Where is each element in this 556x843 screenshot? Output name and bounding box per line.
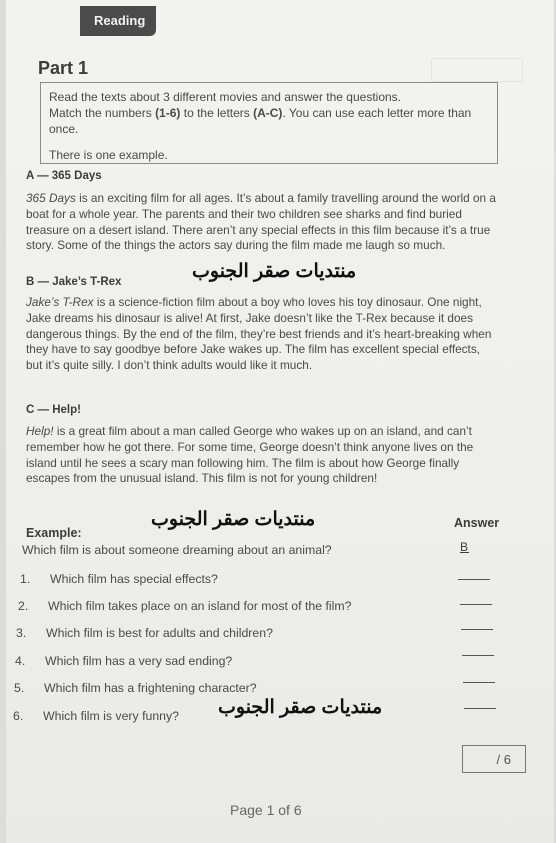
example-note: There is one example. bbox=[49, 148, 168, 162]
question-3: 3. Which film is best for adults and children? bbox=[16, 626, 273, 640]
question-1: 1. Which film has special effects? bbox=[20, 572, 218, 586]
bleed-through-mark bbox=[431, 58, 523, 82]
watermark-text: منتديات صقر الجنوب bbox=[151, 509, 316, 530]
example-answer: B bbox=[460, 540, 470, 554]
section-b-text: Jake’s T-Rex is a science-fiction film about a boy who loves his toy dinosaur. One night, Jake dreams his dinosaur is alive! At first, Jake doesn’t like the T-Rex because it does dangerous things. By the end of the film, they’re best friends and it’s heart-breaking when they have to say goodbye before Jake wakes up. The film has excellent special effects, but it’s quite silly. I don’t think adults would like it much. bbox=[26, 295, 492, 373]
instructions-line-2: Match the numbers (1-6) to the letters (A-C). You can use each letter more than once. bbox=[49, 106, 472, 136]
section-c-heading: C — Help! bbox=[26, 404, 81, 416]
worksheet-page bbox=[6, 0, 554, 843]
answer-blank-5[interactable] bbox=[463, 681, 495, 683]
answer-blank-1[interactable] bbox=[458, 578, 490, 580]
answer-blank-4[interactable] bbox=[462, 654, 494, 656]
section-tab: Reading bbox=[80, 6, 156, 36]
instructions-box bbox=[40, 82, 498, 164]
question-6: 6. Which film is very funny? bbox=[13, 709, 179, 723]
answer-blank-2[interactable] bbox=[460, 603, 492, 605]
part-title: Part 1 bbox=[38, 58, 89, 78]
question-4: 4. Which film has a very sad ending? bbox=[15, 654, 233, 668]
section-a-heading: A — 365 Days bbox=[26, 170, 102, 182]
question-5: 5. Which film has a frightening character? bbox=[14, 681, 257, 695]
answer-blank-3[interactable] bbox=[461, 628, 493, 630]
answer-blank-6[interactable] bbox=[464, 707, 496, 709]
section-b-heading: B — Jake’s T-Rex bbox=[26, 276, 122, 288]
section-c-text: Help! is a great film about a man called George who wakes up on an island, and can’t remember how he got there. For some time, George doesn’t think anyone lives on the island until he sees a scary man following him. The film is about how George finally escapes from the unusual island. This film is not for young children! bbox=[26, 424, 474, 486]
score-box: / 6 bbox=[462, 745, 526, 773]
example-label: Example: bbox=[26, 526, 82, 540]
page-number: Page 1 of 6 bbox=[230, 802, 302, 818]
instructions-line-1: Read the texts about 3 different movies and answer the questions. bbox=[49, 90, 401, 104]
example-question: Which film is about someone dreaming about an animal? bbox=[22, 543, 332, 557]
watermark-text: منتديات صقر الجنوب bbox=[192, 261, 357, 282]
watermark-text: منتديات صقر الجنوب bbox=[218, 697, 383, 718]
answer-column-header: Answer bbox=[454, 516, 500, 530]
question-2: 2. Which film takes place on an island for most of the film? bbox=[18, 599, 352, 613]
section-a-text: 365 Days is an exciting film for all ages. It’s about a family travelling around the world on a boat for a whole year. The parents and their two children see sharks and find buried treasure on a desert island. There aren’t any special effects in this film because it’s a true story. Some of the things the actors say during the film made me laugh so much. bbox=[26, 191, 496, 253]
